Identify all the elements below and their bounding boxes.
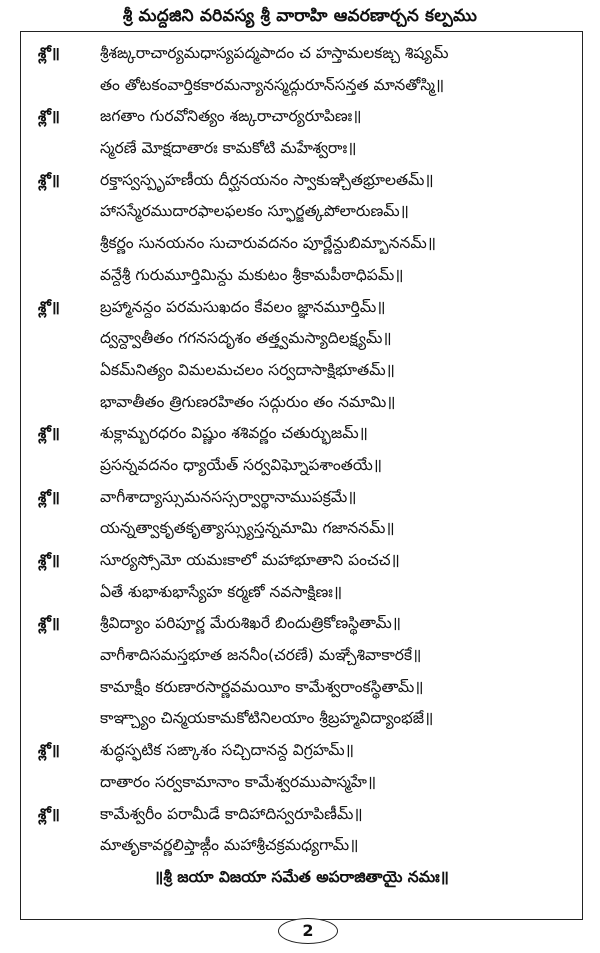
shloka-marker: శ్లో॥: [38, 487, 60, 506]
shloka-marker: శ్లో॥: [38, 804, 60, 823]
verse-text: స్మరణే మోక్షదాతారః కామకోటి మహేశ్వరాః॥: [100, 139, 357, 158]
verse-text: భావాతీతం త్రిగుణరహితం సద్గురుం తం నమామి॥: [100, 392, 396, 411]
verse-line: [20, 133, 583, 165]
verse-line: [20, 228, 583, 260]
verse-line: [20, 260, 583, 292]
verse-text: వాగీశాద్యాస్సుమనసస్సర్వార్థానాముపక్రమే॥: [100, 487, 357, 506]
verse-text: రక్తాస్వస్పృహణీయ దీర్ఘనయనం స్వాకుఞ్చితభ్రూలతమ్॥: [100, 170, 434, 189]
verse-line: [20, 767, 583, 799]
shloka-marker: శ్లో॥: [38, 44, 60, 62]
verse-text: ప్రసన్నవదనం ధ్యాయేత్ సర్వవిఘ్నోపశాంతయే॥: [100, 455, 383, 474]
verse-line: [20, 70, 583, 102]
verse-line: [20, 482, 583, 514]
verse-line: [20, 799, 583, 831]
verse-line: [20, 830, 583, 862]
verse-line: [20, 640, 583, 672]
verse-line: [20, 418, 583, 450]
verse-line: [20, 292, 583, 324]
verse-line: [20, 513, 583, 545]
verse-text: వాగీశాదిసమస్తభూత జననీం(చరణే) మఞ్చేశివాకారకే॥: [100, 646, 422, 665]
verse-text: జగతాం గురవోనిత్యం శఙ్కరాచార్యరూపిణః॥: [100, 107, 362, 126]
verse-text: సూర్యస్సోమో యమఃకాలో మహాభూతాని పంచచ॥: [100, 551, 400, 569]
shloka-marker: శ్లో॥: [38, 297, 60, 316]
verse-line: [20, 735, 583, 767]
verse-line: [20, 323, 583, 355]
shloka-marker: శ్లో॥: [38, 424, 60, 443]
shloka-marker: శ్లో॥: [38, 551, 60, 569]
shloka-marker: శ్లో॥: [38, 614, 60, 633]
verse-text: శ్రీవిద్యాం పరిపూర్ణ మేరుశిఖరే బిందుత్రికోణస్థితామ్॥: [100, 614, 402, 633]
verse-line: [20, 672, 583, 704]
verse-text: కామాక్షీం కరుణారసార్ణవమయీం కామేశ్వరాంకస్థితామ్॥: [100, 677, 424, 696]
verse-text: ఏకమ్‌నిత్యం విమలమచలం సర్వదాసాక్షిభూతమ్॥: [100, 360, 395, 379]
closing-line: ॥శ్రీ జయా విజయా సమేత అపరాజితాయై నమః॥: [154, 867, 449, 886]
verse-text: శ్రీకర్ణం సునయనం సుచారువదనం పూర్ణేన్దుబిమ్బాననమ్॥: [100, 234, 437, 253]
shloka-marker: శ్లో॥: [38, 107, 60, 126]
verse-text: శుక్లామ్బరధరం విష్ణుం శశివర్ణం చతుర్భుజమ్॥: [100, 424, 368, 443]
shloka-marker: శ్లో॥: [38, 741, 60, 760]
verse-line: [20, 101, 583, 133]
closing-line-row: [20, 862, 583, 894]
verse-line: [20, 165, 583, 197]
verse-text: తం తోటకంవార్తికకారమన్యానస్మద్గురూన్‌సన్తత మానతోస్మి॥: [100, 75, 445, 94]
verse-line: [20, 545, 583, 577]
verse-line: [20, 196, 583, 228]
verse-text: దాతారం సర్వకామానాం కామేశ్వరముపాస్మహే॥: [100, 772, 377, 791]
verse-text: మాతృకావర్ణలిప్తాఙ్గీం మహాశ్రీచక్రమధ్యగామ్॥: [100, 836, 359, 855]
verse-line: [20, 577, 583, 609]
verse-text: కాఞ్చ్యాం చిన్మయకామకోటినిలయాం శ్రీబ్రహ్మవిద్యాంభజే॥: [100, 709, 434, 728]
verse-text: ద్వన్ద్వాతీతం గగనసదృశం తత్త్వమస్యాదిలక్ష్యమ్॥: [100, 329, 392, 348]
verse-text: యన్నత్వాకృతకృత్యాస్స్యుస్తన్నమామి గజాననమ్॥: [100, 519, 395, 538]
verse-list: [20, 38, 583, 894]
verse-text: శుద్ధస్ఫటిక సఙ్కాశం సచ్చిదానన్ద విగ్రహమ్॥: [100, 741, 354, 760]
verse-text: హాసస్మేరముదారఫాలఫలకం స్ఫూర్జత్కపోలారుణమ్॥: [100, 202, 409, 221]
verse-text: ఏతే శుభాశుభాస్యేహ కర్మణో నవసాక్షిణః॥: [100, 582, 343, 601]
verse-line: [20, 608, 583, 640]
page-title: శ్రీ మద్దజిని వరివస్య శ్రీ వారాహి ఆవరణార్చన కల్పము: [122, 6, 478, 26]
verse-line: [20, 355, 583, 387]
verse-text: కామేశ్వరీం పరామీడే కాదిహాదిస్వరూపిణీమ్॥: [100, 804, 363, 823]
verse-text: బ్రహ్మానన్దం పరమసుఖదం కేవలం జ్ఞానమూర్తిమ్॥: [100, 297, 386, 316]
verse-line: [20, 703, 583, 735]
verse-text: శ్రీశఙ్కరాచార్యమధాస్యపద్మపాదం చ హస్తామలకఙ్చ శిష్యమ్: [100, 44, 449, 62]
verse-line: [20, 387, 583, 419]
verse-line: [20, 38, 583, 70]
verse-text: వన్దేశ్రీ గురుమూర్తిమిన్దు మకుటం శ్రీకామపీఠాధిపమ్॥: [100, 265, 404, 284]
shloka-marker: శ్లో॥: [38, 170, 60, 189]
page-number: 2: [278, 918, 338, 944]
verse-line: [20, 450, 583, 482]
